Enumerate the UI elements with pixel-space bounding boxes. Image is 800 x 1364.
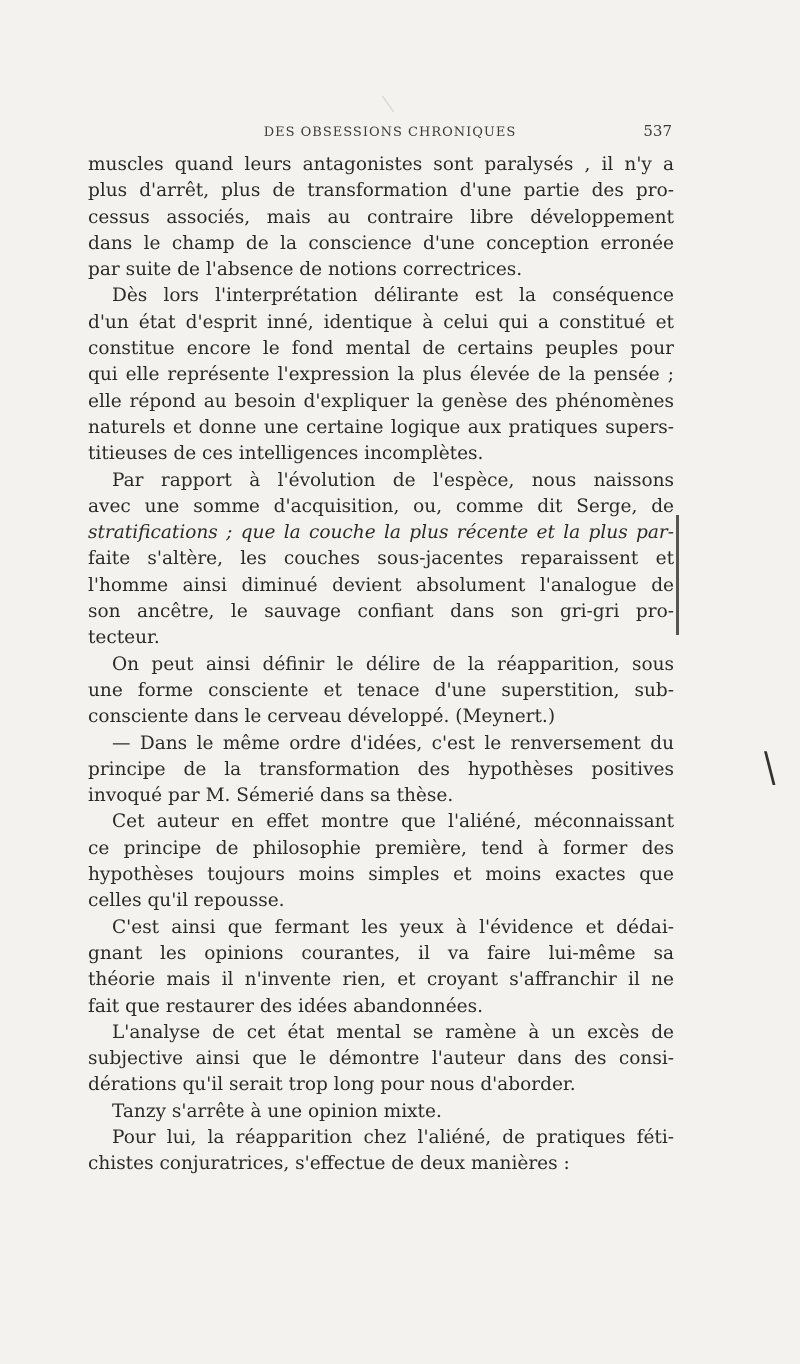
text-line: tecteur. [88, 627, 160, 649]
text-line: plus d'arrêt, plus de transformation d'une partie des pro- [88, 180, 674, 202]
page-number: 537 [643, 122, 672, 140]
text-line: Tanzy s'arrête à une opinion mixte. [112, 1100, 442, 1122]
text-line: L'analyse de cet état mental se ramène à un excès de [112, 1021, 674, 1043]
text-line: elle répond au besoin d'expliquer la genèse des phénomènes [88, 390, 674, 412]
text-line: cessus associés, mais au contraire libre développement [88, 206, 674, 228]
text-line: constitue encore le fond mental de certains peuples pour [88, 338, 674, 360]
text-line: On peut ainsi définir le délire de la réapparition, sous [112, 653, 674, 675]
text-line: fait que restaurer des idées abandonnées. [88, 995, 483, 1017]
paper-mark [382, 79, 417, 112]
text-line: l'homme ainsi diminué devient absolument l'analogue de [88, 574, 674, 596]
margin-annotation: \ [764, 744, 776, 792]
margin-bar [676, 515, 679, 635]
text-line: son ancêtre, le sauvage confiant dans son gri-gri pro- [88, 601, 674, 623]
text-line: consciente dans le cerveau développé. (Meynert.) [88, 706, 556, 728]
text-line: principe de la transformation des hypothèses positives [88, 758, 674, 780]
text-line: invoqué par M. Sémerié dans sa thèse. [88, 785, 454, 807]
text-line: subjective ainsi que le démontre l'auteur dans des consi- [88, 1048, 674, 1070]
text-line: ce principe de philosophie première, tend à former des [88, 837, 674, 859]
text-line: une forme consciente et tenace d'une superstition, sub- [88, 679, 674, 701]
body-text [88, 152, 674, 1178]
text-line: titieuses de ces intelligences incomplètes. [88, 443, 484, 465]
text-line: Par rapport à l'évolution de l'espèce, nous naissons [112, 469, 674, 491]
text-line: Cet auteur en effet montre que l'aliéné, méconnaissant [112, 811, 674, 833]
text-line: C'est ainsi que fermant les yeux à l'évidence et dédai- [112, 916, 674, 938]
text-line: celles qu'il repousse. [88, 890, 285, 912]
text-line: d'un état d'esprit inné, identique à celui qui a constitué et [88, 311, 674, 333]
text-line: dans le champ de la conscience d'une conception erronée [88, 232, 674, 254]
text-line: naturels et donne une certaine logique aux pratiques supers- [88, 416, 674, 438]
text-line: avec une somme d'acquisition, ou, comme dit Serge, de [88, 495, 674, 517]
text-line: muscles quand leurs antagonistes sont paralysés , il n'y a [88, 154, 674, 175]
text-line: qui elle représente l'expression la plus élevée de la pensée ; [88, 364, 674, 386]
text-line: — Dans le même ordre d'idées, c'est le renversement du [112, 732, 674, 754]
text-line: stratifications ; que la couche la plus récente et la plus par- [88, 522, 674, 544]
text-line: théorie mais il n'invente rien, et croyant s'affranchir il ne [88, 969, 674, 991]
text-line: Pour lui, la réapparition chez l'aliéné, de pratiques féti- [112, 1126, 674, 1148]
text-line: dérations qu'il serait trop long pour nous d'aborder. [88, 1074, 576, 1096]
text-line: hypothèses toujours moins simples et moins exactes que [88, 864, 674, 886]
text-line: chistes conjuratrices, s'effectue de deux manières : [88, 1153, 570, 1175]
text-line: faite s'altère, les couches sous-jacentes reparaissent et [88, 548, 674, 570]
running-head: DES OBSESSIONS CHRONIQUES [263, 125, 517, 140]
text-line: Dès lors l'interprétation délirante est la conséquence [112, 285, 674, 307]
text-line: gnant les opinions courantes, il va faire lui-même sa [88, 942, 674, 964]
text-line: par suite de l'absence de notions correctrices. [88, 259, 523, 281]
